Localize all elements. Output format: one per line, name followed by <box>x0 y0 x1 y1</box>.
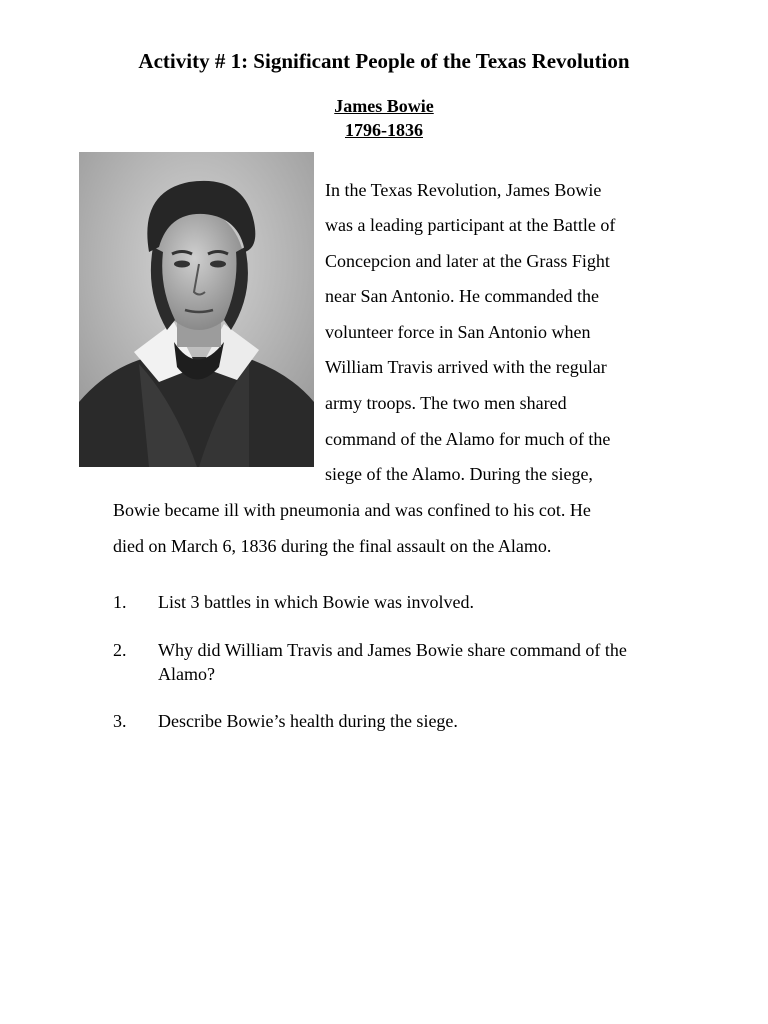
paragraph-line: In the Texas Revolution, James Bowie <box>325 180 602 200</box>
question-text: Describe Bowie’s health during the siege. <box>158 711 458 731</box>
paragraph-line: army troops. The two men shared <box>325 393 567 413</box>
portrait-icon <box>79 152 314 467</box>
subject-name: James Bowie <box>334 96 434 116</box>
paragraph-line: died on March 6, 1836 during the final assault on the Alamo. <box>113 536 552 556</box>
paragraph-line: was a leading participant at the Battle of <box>325 215 616 235</box>
question-number: 3. <box>113 711 127 731</box>
question-number: 1. <box>113 592 127 612</box>
subject-years: 1796-1836 <box>345 120 423 140</box>
paragraph-line: volunteer force in San Antonio when <box>325 322 591 342</box>
portrait-image <box>79 152 314 467</box>
paragraph-line: Concepcion and later at the Grass Fight <box>325 251 610 271</box>
paragraph-line: siege of the Alamo. During the siege, <box>325 464 593 484</box>
paragraph-line: William Travis arrived with the regular <box>325 357 607 377</box>
question-number: 2. <box>113 640 127 660</box>
question-text: Why did William Travis and James Bowie share command of the Alamo? <box>158 640 627 684</box>
paragraph-line: Bowie became ill with pneumonia and was confined to his cot. He <box>113 500 591 520</box>
paragraph-line: near San Antonio. He commanded the <box>325 286 599 306</box>
page-title: Activity # 1: Significant People of the Texas Revolution <box>138 49 630 73</box>
question-text: List 3 battles in which Bowie was involved. <box>158 592 474 612</box>
paragraph-line: command of the Alamo for much of the <box>325 429 611 449</box>
